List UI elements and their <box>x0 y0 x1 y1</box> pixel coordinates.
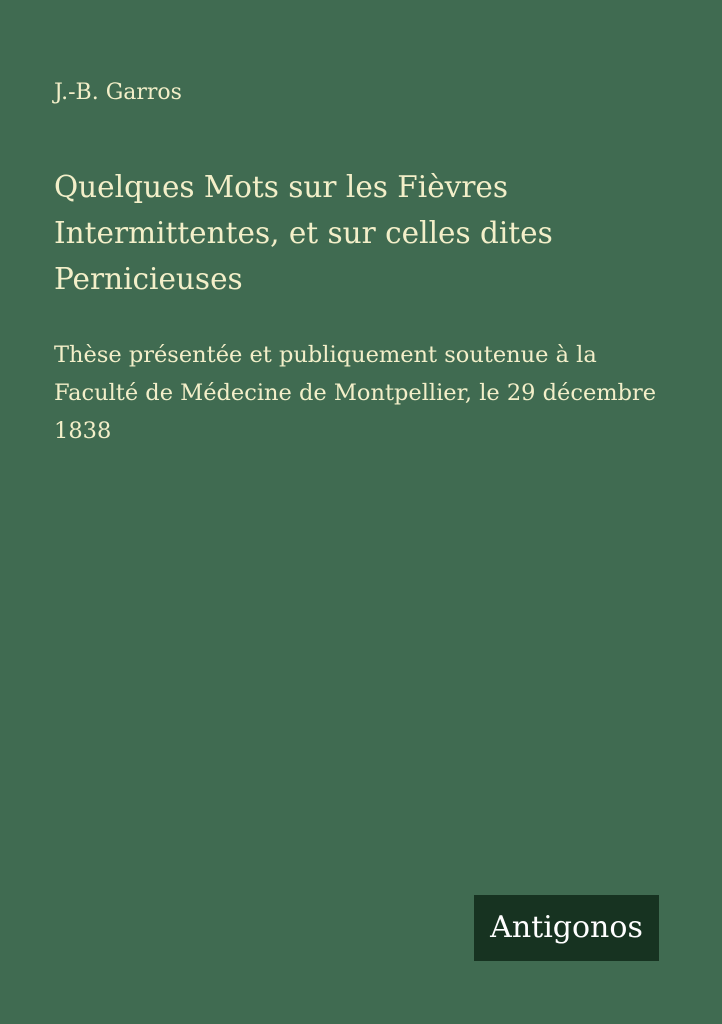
book-title: Quelques Mots sur les Fièvres Intermittentes, et sur celles dites Pernicieuses <box>54 170 553 296</box>
author-name: J.-B. Garros <box>54 80 182 105</box>
publisher-badge <box>474 895 659 961</box>
book-subtitle: Thèse présentée et publiquement soutenue à la Faculté de Médecine de Montpellier, le 29 décembre 1838 <box>54 342 657 444</box>
publisher-name: Antigonos <box>490 910 643 945</box>
